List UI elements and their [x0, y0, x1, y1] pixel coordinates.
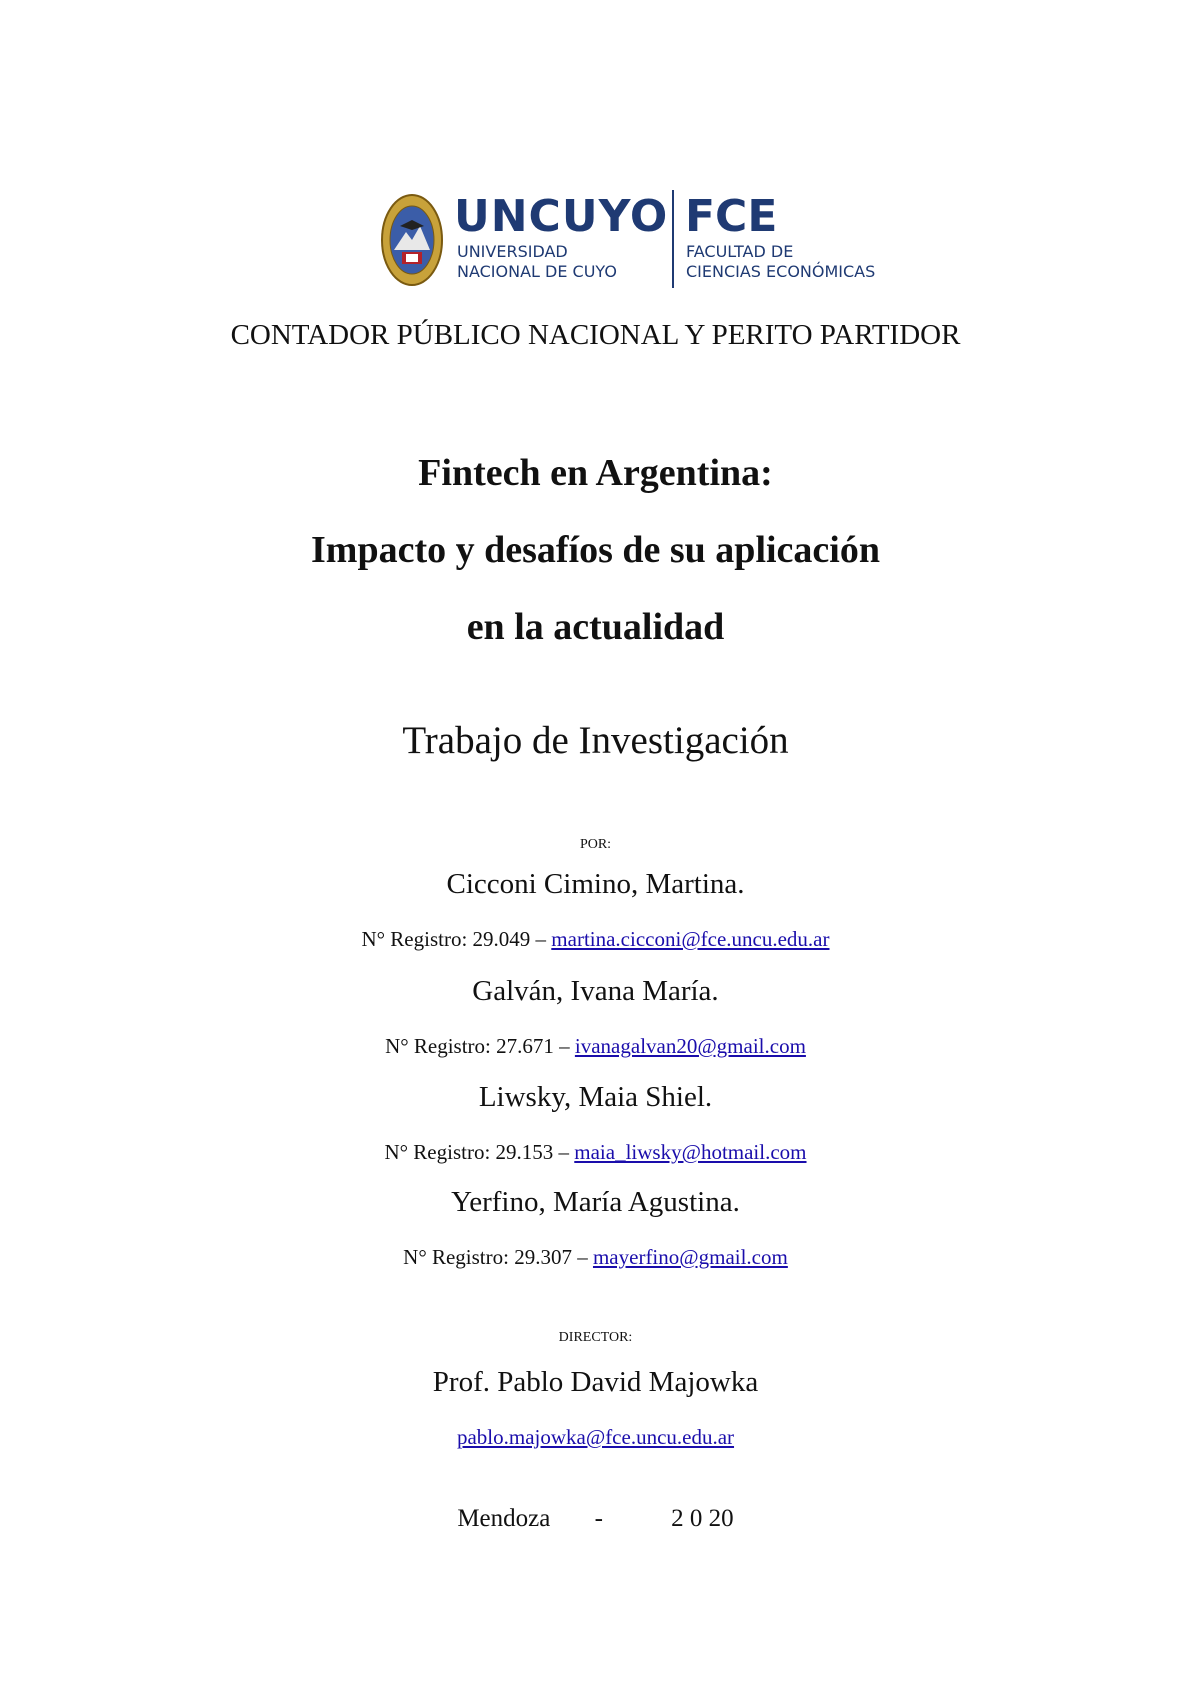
author-email-link[interactable]: ivanagalvan20@gmail.com	[574, 1034, 806, 1058]
author-email-link[interactable]: maia_liwsky@hotmail.com	[574, 1140, 807, 1164]
university-name-line1: UNIVERSIDAD	[457, 242, 568, 261]
title-line-3: en la actualidad	[466, 606, 725, 648]
author-name-3: Liwsky, Maia Shiel.	[478, 1081, 713, 1113]
registro-number: N° Registro: 29.049 –	[361, 927, 547, 951]
uncuyo-wordmark: UNCUYO	[454, 191, 669, 242]
author-registro-3	[0, 1139, 1191, 1165]
author-registro-2	[0, 1033, 1191, 1059]
university-seal-icon	[380, 192, 444, 288]
title-line-1: Fintech en Argentina:	[418, 452, 773, 494]
author-name-1: Cicconi Cimino, Martina.	[446, 868, 745, 900]
registro-number: N° Registro: 29.153 –	[384, 1140, 570, 1164]
author-email-link[interactable]: martina.cicconi@fce.uncu.edu.ar	[551, 927, 830, 951]
university-name-line2: NACIONAL DE CUYO	[457, 262, 617, 281]
separator: -	[594, 1505, 603, 1532]
city: Mendoza	[457, 1505, 551, 1532]
director-label: DIRECTOR:	[558, 1330, 633, 1345]
director-email-row	[0, 1424, 1191, 1450]
author-registro-1	[0, 926, 1191, 952]
place-and-date	[0, 1504, 1191, 1534]
author-name-4: Yerfino, María Agustina.	[451, 1186, 740, 1218]
registro-number: N° Registro: 27.671 –	[385, 1034, 570, 1058]
author-email-link[interactable]: mayerfino@gmail.com	[592, 1245, 788, 1269]
header-logo	[380, 190, 880, 295]
document-type: Trabajo de Investigación	[402, 719, 789, 762]
registro-number: N° Registro: 29.307 –	[403, 1245, 588, 1269]
logo-divider	[672, 190, 674, 288]
author-name-2: Galván, Ivana María.	[472, 975, 719, 1007]
title-line-2: Impacto y desafíos de su aplicación	[311, 529, 880, 571]
faculty-name-line2: CIENCIAS ECONÓMICAS	[686, 262, 876, 281]
director-name: Prof. Pablo David Majowka	[432, 1366, 759, 1398]
by-label: POR:	[579, 837, 612, 852]
director-email-link[interactable]: pablo.majowka@fce.uncu.edu.ar	[456, 1425, 735, 1449]
faculty-name-line1: FACULTAD DE	[686, 242, 794, 261]
program-heading: CONTADOR PÚBLICO NACIONAL Y PERITO PARTIDOR	[230, 319, 961, 351]
year: 2 0 20	[671, 1505, 734, 1532]
fce-wordmark: FCE	[685, 191, 778, 242]
author-registro-4	[0, 1244, 1191, 1270]
